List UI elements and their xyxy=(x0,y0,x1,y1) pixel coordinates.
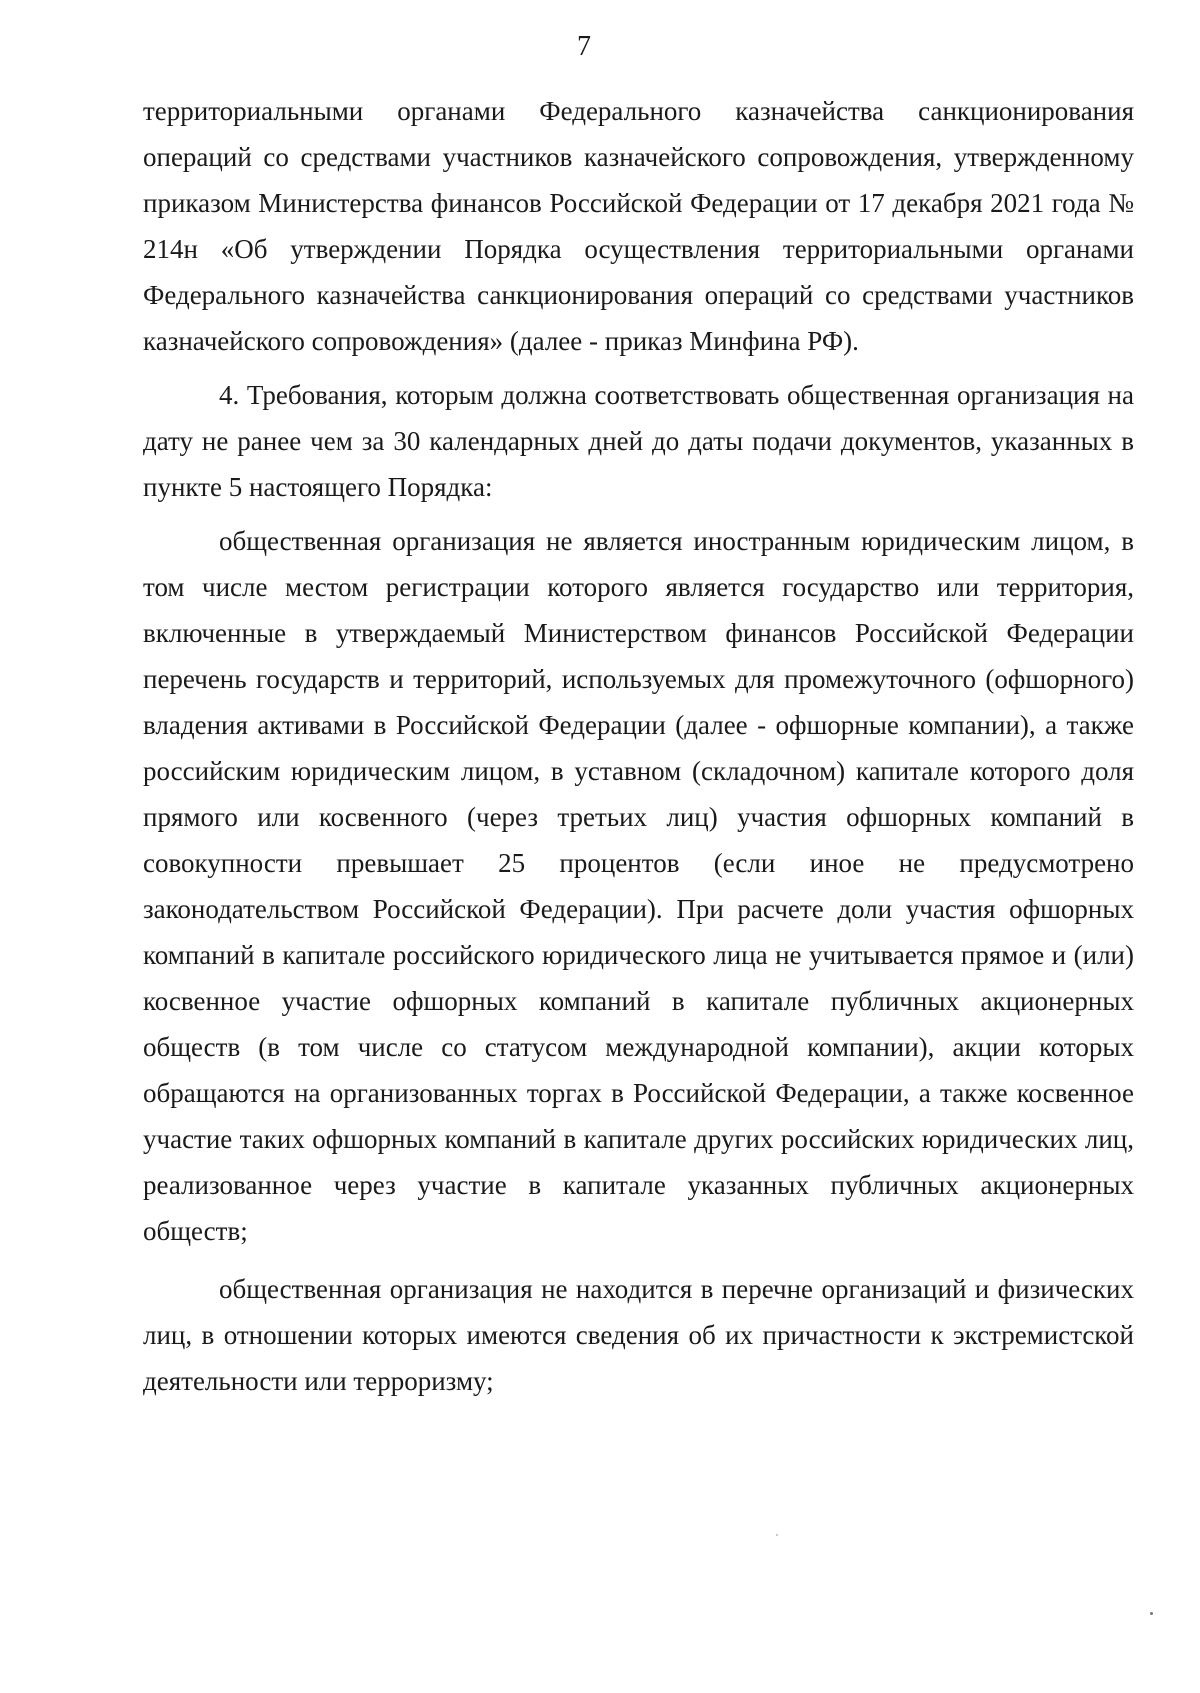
document-body xyxy=(143,88,1134,1404)
page-number: 7 xyxy=(577,31,591,62)
scan-speck xyxy=(1150,1612,1153,1615)
paragraph-requirement-extremism: общественная организация не находится в перечне организаций и физических лиц, в отношении которых имеются сведения об их причастности к экстремистской деятельности или терроризму; xyxy=(143,1274,1134,1396)
paragraph-item-4: 4. Требования, которым должна соответствовать общественная организация на дату не ранее чем за 30 календарных дней до даты подачи документов, указанных в пункте 5 настоящего Порядка: xyxy=(143,380,1134,502)
paragraph-requirement-offshore: общественная организация не является иностранным юридическим лицом, в том числе местом регистрации которого является государство или территория, включенные в утверждаемый Министерством финансов Российской Федерации перечень государств и территорий, используемых для промежуточного (офшорного) владения активами в Российской Федерации (далее - офшорные компании), а также российским юридическим лицом, в уставном (складочном) капитале которого доля прямого или косвенного (через третьих лиц) участия офшорных компаний в совокупности превышает 25 процентов (если иное не предусмотрено законодательством Российской Федерации). При расчете доли участия офшорных компаний в капитале российского юридического лица не учитывается прямое и (или) косвенное участие офшорных компаний в капитале публичных акционерных обществ (в том числе со статусом международной компании), акции которых обращаются на организованных торгах в Российской Федерации, а также косвенное участие таких офшорных компаний в капитале других российских юридических лиц, реализованное через участие в капитале указанных публичных акционерных обществ; xyxy=(143,526,1134,1246)
scan-speck xyxy=(776,1534,778,1536)
paragraph-continuation: территориальными органами Федерального казначейства санкционирования операций со средствами участников казначейского сопровождения, утвержденному приказом Министерства финансов Российской Федерации от 17 декабря 2021 года № 214н «Об утверждении Порядка осуществления территориальными органами Федерального казначейства санкционирования операций со средствами участников казначейского сопровождения» (далее - приказ Минфина РФ). xyxy=(143,96,1134,356)
